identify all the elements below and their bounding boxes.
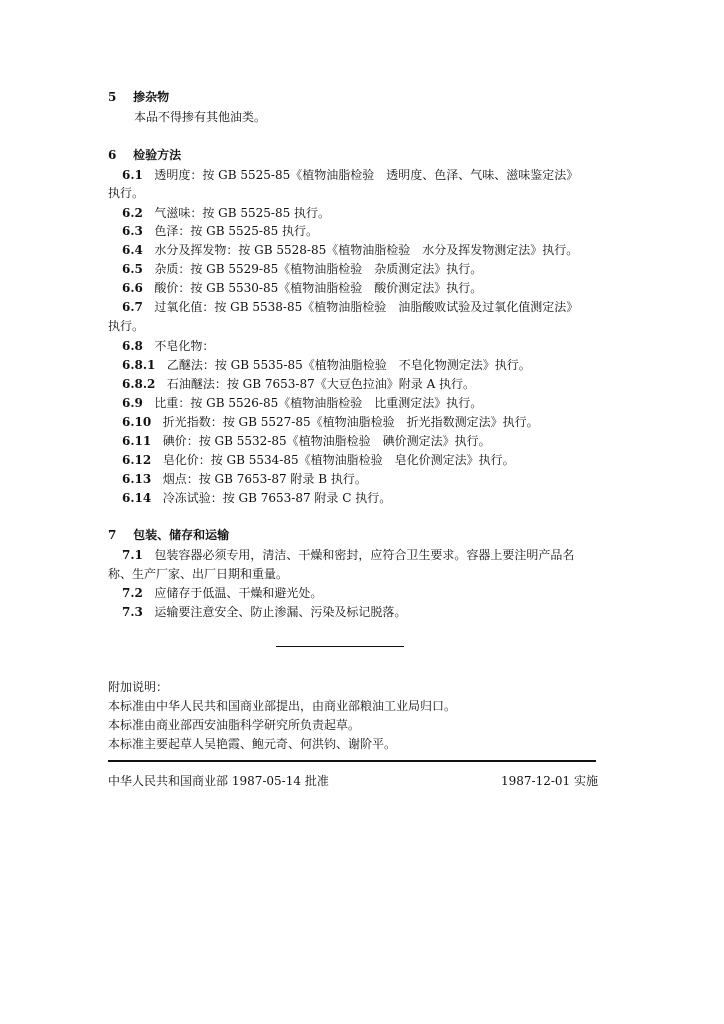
clause-6-1-cont: 执行。 [108, 186, 145, 200]
notes-line: 本标准主要起草人吴艳霞、鲍元奇、何洪钧、谢阶平。 [108, 737, 397, 751]
clause-6-8-2 [122, 375, 475, 393]
clause-number: 6.8 [122, 339, 143, 353]
clause-number: 6.8.1 [122, 358, 156, 372]
clause-text: 冷冻试验：按 GB 7653-87 附录 C 执行。 [162, 491, 392, 505]
clause-number: 7.3 [122, 605, 143, 619]
clause-6-2 [122, 204, 330, 222]
section-6-title: 检验方法 [133, 148, 182, 162]
clause-number: 7.1 [122, 548, 143, 562]
section-5-number: 5 [108, 90, 117, 104]
clause-6-3 [122, 222, 318, 240]
clause-text: 应储存于低温、干燥和避光处。 [154, 586, 323, 600]
clause-6-4 [122, 241, 578, 259]
clause-6-12 [122, 451, 515, 469]
section-7-heading [108, 526, 229, 544]
notes-line: 本标准由中华人民共和国商业部提出，由商业部粮油工业局归口。 [108, 699, 457, 713]
clause-number: 6.1 [122, 168, 143, 182]
clause-number: 6.14 [122, 491, 152, 505]
clause-number: 7.2 [122, 586, 143, 600]
clause-text: 石油醚法：按 GB 7653-87《大豆色拉油》附录 A 执行。 [166, 377, 476, 391]
clause-text: 色泽：按 GB 5525-85 执行。 [154, 224, 319, 238]
clause-text: 比重：按 GB 5526-85《植物油脂检验 比重测定法》执行。 [154, 396, 483, 410]
clause-text: 过氧化值：按 GB 5538-85《植物油脂检验 油脂酸败试验及过氧化值测定法》 [154, 300, 579, 314]
section-7-title: 包装、储存和运输 [133, 528, 230, 542]
clause-text: 乙醚法：按 GB 5535-85《植物油脂检验 不皂化物测定法》执行。 [166, 358, 531, 372]
section-5-text: 本品不得掺有其他油类。 [134, 110, 267, 124]
notes-title: 附加说明： [108, 680, 169, 694]
clause-6-13 [122, 470, 367, 488]
notes-line: 本标准由商业部西安油脂科学研究所负责起草。 [108, 718, 361, 732]
clause-6-9 [122, 394, 482, 412]
clause-text: 不皂化物： [154, 339, 215, 353]
section-6-heading [108, 146, 181, 164]
clause-number: 6.12 [122, 453, 152, 467]
end-of-text-rule [276, 646, 404, 647]
clause-7-1-cont: 称、生产厂家、出厂日期和重量。 [108, 567, 289, 581]
clause-number: 6.3 [122, 224, 143, 238]
clause-7-3 [122, 603, 406, 621]
clause-6-7 [122, 298, 578, 316]
clause-7-1 [122, 546, 574, 564]
clause-text: 折光指数：按 GB 5527-85《植物油脂检验 折光指数测定法》执行。 [162, 415, 539, 429]
clause-number: 6.5 [122, 262, 143, 276]
clause-7-2 [122, 584, 322, 602]
clause-6-6 [122, 279, 482, 297]
clause-number: 6.2 [122, 206, 143, 220]
section-6-number: 6 [108, 148, 117, 162]
clause-number: 6.6 [122, 281, 143, 295]
clause-6-7-cont: 执行。 [108, 319, 145, 333]
clause-number: 6.10 [122, 415, 152, 429]
clause-number: 6.4 [122, 243, 143, 257]
footer-rule [108, 760, 596, 762]
clause-6-1 [122, 166, 578, 184]
clause-6-5 [122, 260, 482, 278]
approval-date: 中华人民共和国商业部 1987-05-14 批准 [108, 774, 329, 788]
clause-text: 水分及挥发物：按 GB 5528-85《植物油脂检验 水分及挥发物测定法》执行。 [154, 243, 579, 257]
clause-number: 6.13 [122, 472, 152, 486]
clause-text: 烟点：按 GB 7653-87 附录 B 执行。 [162, 472, 367, 486]
clause-text: 透明度：按 GB 5525-85《植物油脂检验 透明度、色泽、气味、滋味鉴定法》 [154, 168, 579, 182]
section-5-title: 掺杂物 [133, 90, 170, 104]
section-7-number: 7 [108, 528, 117, 542]
clause-text: 运输要注意安全、防止渗漏、污染及标记脱落。 [154, 605, 407, 619]
clause-number: 6.8.2 [122, 377, 156, 391]
clause-text: 皂化价：按 GB 5534-85《植物油脂检验 皂化价测定法》执行。 [162, 453, 515, 467]
clause-6-8-1 [122, 356, 531, 374]
clause-6-10 [122, 413, 539, 431]
implementation-date: 1987-12-01 实施 [500, 774, 598, 788]
clause-6-14 [122, 489, 391, 507]
section-5-heading [108, 88, 169, 106]
clause-number: 6.9 [122, 396, 143, 410]
clause-text: 碘价：按 GB 5532-85《植物油脂检验 碘价测定法》执行。 [162, 434, 491, 448]
clause-number: 6.7 [122, 300, 143, 314]
clause-6-8 [122, 337, 214, 355]
clause-6-11 [122, 432, 491, 450]
clause-text: 酸价：按 GB 5530-85《植物油脂检验 酸价测定法》执行。 [154, 281, 483, 295]
clause-number: 6.11 [122, 434, 152, 448]
clause-text: 气滋味：按 GB 5525-85 执行。 [154, 206, 331, 220]
clause-text: 杂质：按 GB 5529-85《植物油脂检验 杂质测定法》执行。 [154, 262, 483, 276]
clause-text: 包装容器必须专用，清洁、干燥和密封，应符合卫生要求。容器上要注明产品名 [154, 548, 575, 562]
